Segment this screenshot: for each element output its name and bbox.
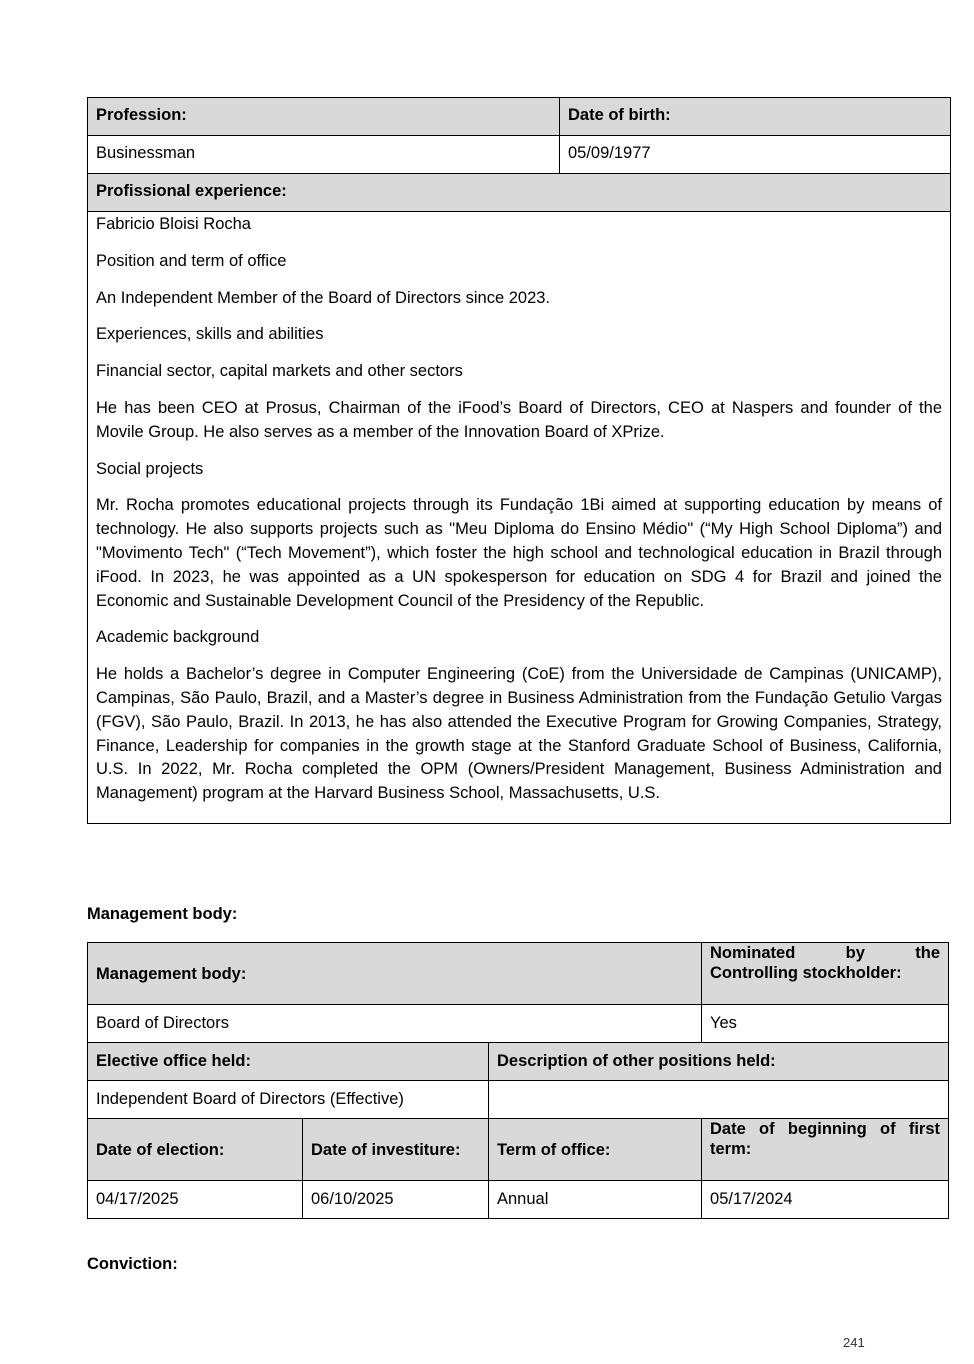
experience-body: [88, 212, 951, 824]
experience-paragraph: Position and term of office: [96, 251, 287, 270]
profession-label: Profession:: [88, 98, 560, 136]
conviction-section-title: Conviction:: [87, 1255, 178, 1273]
election-date-label: Date of election:: [88, 1119, 303, 1181]
experience-paragraph: Financial sector, capital markets and other sectors: [96, 362, 463, 381]
management-body-value: Board of Directors: [88, 1005, 702, 1043]
page-number: 241: [843, 1335, 865, 1350]
elective-office-label: Elective office held:: [88, 1043, 489, 1081]
election-date-value: 04/17/2025: [88, 1181, 303, 1219]
nominated-label: Nominated by the Controlling stockholder:: [702, 943, 949, 1005]
other-positions-label: Description of other positions held:: [489, 1043, 949, 1081]
experience-paragraph: He holds a Bachelor’s degree in Computer Engineering (CoE) from the Universidade de Campinas (UNICAMP), Campinas, São Paulo, Brazil, and a Master’s degree in Business Administration from the Fundação Getulio Vargas (FGV), São Paulo, Brazil. In 2013, he has also attended the Executive Program for Growing Companies, Strategy, Finance, Leadership for companies in the growth stage at the Stanford Graduate School of Business, California, U.S. In 2022, Mr. Rocha completed the OPM (Owners/President Management, Business Administration and Management) program at the Harvard Business School, Massachusetts, U.S.: [96, 665, 942, 803]
experience-paragraph: Social projects: [96, 459, 204, 478]
investiture-date-label: Date of investiture:: [303, 1119, 489, 1181]
profile-table: [87, 97, 951, 824]
experience-paragraph: Fabricio Bloisi Rocha: [96, 215, 251, 233]
elective-office-value: Independent Board of Directors (Effective): [88, 1081, 489, 1119]
investiture-date-value: 06/10/2025: [303, 1181, 489, 1219]
management-body-label: Management body:: [88, 943, 702, 1005]
term-label: Term of office:: [489, 1119, 702, 1181]
first-term-value: 05/17/2024: [702, 1181, 949, 1219]
experience-paragraph: Academic background: [96, 628, 260, 647]
nominated-value: Yes: [702, 1005, 949, 1043]
experience-paragraph: An Independent Member of the Board of Directors since 2023.: [96, 288, 551, 307]
dob-value: 05/09/1977: [560, 136, 951, 174]
experience-paragraph: Experiences, skills and abilities: [96, 325, 324, 344]
profession-value: Businessman: [88, 136, 560, 174]
other-positions-value: [489, 1081, 949, 1119]
experience-paragraph: Mr. Rocha promotes educational projects through its Fundação 1Bi aimed at supporting education by means of technology. He also supports projects such as "Meu Diploma do Ensino Médio" (“My High School Diploma”) and "Movimento Tech" (“Tech Movement”), which foster the high school and technological education in Brazil through iFood. In 2023, he was appointed as a UN spokesperson for education on SDG 4 for Brazil and joined the Economic and Sustainable Development Council of the Presidency of the Republic.: [96, 496, 942, 610]
dob-label: Date of birth:: [560, 98, 951, 136]
first-term-label: Date of beginning of first term:: [702, 1119, 949, 1181]
experience-label: Profissional experience:: [88, 174, 951, 212]
management-section-title: Management body:: [87, 905, 238, 923]
experience-paragraph: He has been CEO at Prosus, Chairman of the iFood’s Board of Directors, CEO at Naspers and founder of the Movile Group. He also serves as a member of the Innovation Board of XPrize.: [96, 398, 942, 441]
term-value: Annual: [489, 1181, 702, 1219]
management-table: [87, 942, 949, 1219]
